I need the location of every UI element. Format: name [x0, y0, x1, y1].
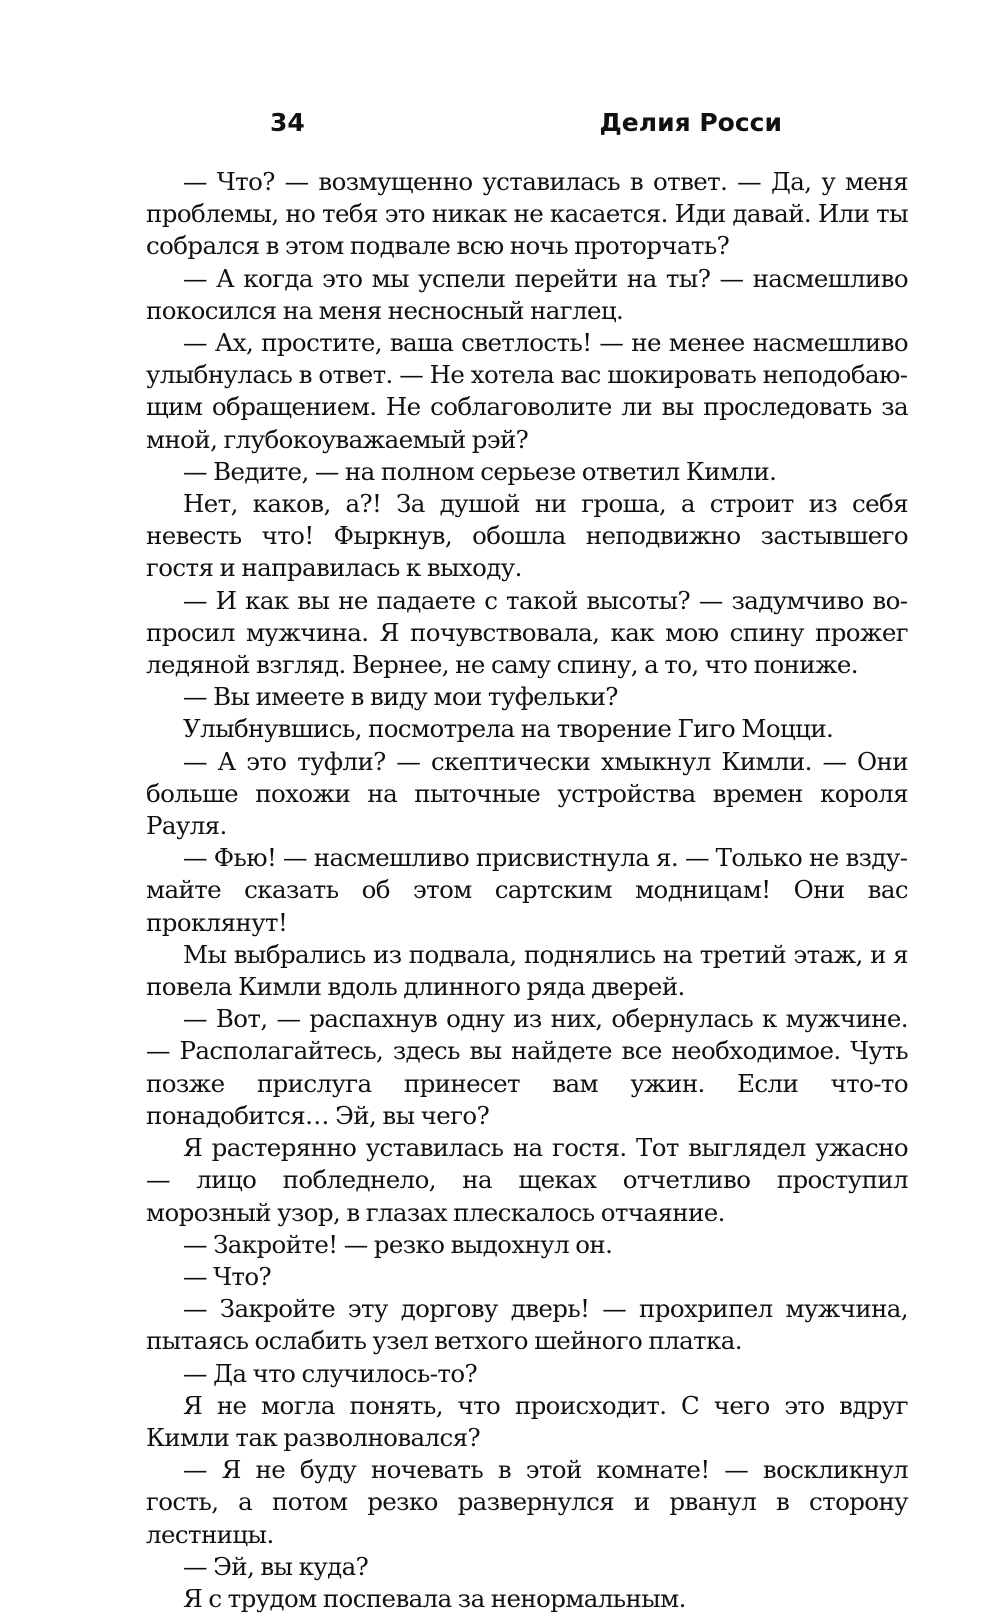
paragraph: Я не могла понять, что происходит. С чего это вдруг Кимли так разволновался? [146, 1390, 908, 1452]
paragraph: — Я не буду ночевать в этой комнате! — воскликнул гость, а потом резко развернулся и рванул в сторону лестницы. [146, 1455, 908, 1549]
paragraph: — А когда это мы успели перейти на ты? — насмешливо покосился на меня несносный наглец. [146, 263, 908, 325]
body-text [146, 166, 908, 1615]
paragraph: Улыбнувшись, посмотрела на творение Гиго Моцци. [183, 714, 834, 744]
paragraph: — Фью! — насмешливо присвистнула я. — Только не вздумайте сказать об этом сартским модницам! Они вас проклянут! [146, 843, 908, 937]
paragraph: — Закройте! — резко выдохнул он. [183, 1229, 613, 1259]
paragraph: — Эй, вы куда? [183, 1551, 369, 1581]
paragraph: — Закройте эту доргову дверь! — прохрипел мужчина, пытаясь ослабить узел ветхого шейного платка. [146, 1294, 908, 1356]
paragraph: Я с трудом поспевала за ненормальным. [183, 1583, 686, 1613]
paragraph: — Что? — возмущенно уставилась в ответ. — Да, у меня проблемы, но тебя это никак не касается. Иди давай. Или ты собрался в этом подвале всю ночь проторчать? [146, 167, 908, 261]
page-number: 34 [270, 108, 305, 137]
paragraph: — Да что случилось-то? [183, 1358, 478, 1388]
paragraph: — А это туфли? — скептически хмыкнул Кимли. — Они больше похожи на пыточные устройства времен короля Рауля. [146, 746, 908, 841]
paragraph: Мы выбрались из подвала, поднялись на третий этаж, и я повела Кимли вдоль длинного ряда дверей. [146, 939, 908, 1002]
page-header [270, 108, 782, 148]
paragraph: Я растерянно уставилась на гостя. Тот выглядел ужасно — лицо побледнело, на щеках отчетливо проступил морозный узор, в глазах плескалось отчаяние. [146, 1133, 908, 1227]
paragraph: — Вот, — распахнув одну из них, обернулась к мужчине. — Располагайтесь, здесь вы найдете все необходимое. Чуть позже прислуга принесет вам ужин. Если что-то понадобится… Эй, вы чего? [146, 1004, 908, 1130]
paragraph: — Ведите, — на полном серьезе ответил Кимли. [183, 456, 777, 486]
running-title: Делия Росси [599, 108, 782, 137]
paragraph: — Что? [183, 1261, 272, 1291]
paragraph: — Вы имеете в виду мои туфельки? [183, 682, 618, 712]
paragraph: Нет, каков, а?! За душой ни гроша, а строит из себя невесть что! Фыркнув, обошла неподвижно застывшего гостя и направилась к выходу. [146, 489, 908, 583]
paragraph: — И как вы не падаете с такой высоты? — задумчиво вопросил мужчина. Я почувствовала, как мою спину прожег ледяной взгляд. Вернее, не саму спину, а то, что пониже. [146, 585, 908, 680]
paragraph: — Ах, простите, ваша светлость! — не менее насмешливо улыбнулась в ответ. — Не хотела вас шокировать неподобающим обращением. Не соблаговолите ли вы проследовать за мной, глубокоуважаемый рэй? [146, 328, 908, 454]
